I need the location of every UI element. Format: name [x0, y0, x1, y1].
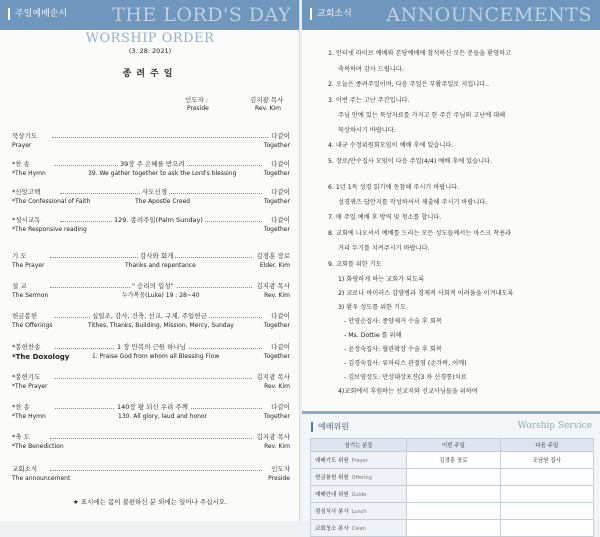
table-row [311, 503, 594, 520]
announcement-line: 8. 교회에 나오셔서 예배를 드리는 모든 성도들께서는 마스크 착용과 [328, 230, 512, 237]
announcement-line: 9. 교회를 위한 기도 [328, 261, 382, 268]
item-right-en: Together [263, 170, 290, 177]
leader-dots [55, 378, 252, 379]
this-week-cell [407, 520, 500, 537]
presider-name-en: Rev. Kim [255, 105, 281, 112]
item-right-en: Together [263, 142, 290, 149]
item-right-en: Preside [268, 475, 290, 482]
item-ko: *신앙고백 [12, 188, 41, 196]
role-ko: 점심식사 봉사 [315, 509, 349, 515]
item-ko: 설 교 [12, 282, 27, 290]
item-right-en: Together [263, 322, 290, 329]
item-center-en: The Apostle Creed [135, 198, 191, 205]
role-en: Guide [351, 492, 367, 498]
role-cell [311, 520, 407, 537]
item-ko: 묵상기도 [12, 132, 38, 140]
presider-label: 인도자 : [185, 96, 209, 104]
worship-service-panel [302, 411, 600, 532]
left-header-tag: 주일예배순서 [8, 8, 67, 20]
item-right: 김지광 목사 [256, 373, 290, 381]
table-row [311, 452, 594, 469]
role-en: Clean [351, 526, 366, 532]
column-header: 섬기는 분들 [311, 439, 407, 452]
item-right: 김경훈 장로 [256, 252, 290, 260]
next-week-cell [500, 520, 593, 537]
announcement-line: 6. 1년 1독 성경 읽기에 동참해 주시기 바랍니다. [328, 184, 460, 191]
left-header-title: THE LORD'S DAY [112, 4, 291, 26]
item-right: 다같이 [271, 403, 290, 411]
item-center-en: Tithes, Thanks, Building, Mission, Mercy, Sunday [88, 322, 234, 329]
item-ko: *찬 송 [12, 160, 30, 168]
service-table [310, 438, 594, 537]
presider-name: 김지광 목사 [250, 96, 284, 104]
role-cell [311, 469, 407, 486]
announcement-line: 성경퀴즈 답안지를 작성하셔서 제출해 주시기 바랍니다. [338, 199, 488, 206]
announcements-page [302, 0, 600, 532]
item-right: 다같이 [271, 343, 290, 351]
item-center-en: 39. We gather together to ask the Lord's blessing [88, 170, 237, 177]
role-en: Prayer [351, 458, 368, 464]
item-en: *The Hymn [12, 170, 46, 177]
presider-role-en: Preside [187, 105, 209, 112]
announcement-line: 3. 이번 주는 고난 주간입니다. [328, 97, 410, 104]
item-center-en: 1. Praise God from whom all Blessing Flow [92, 353, 220, 360]
item-ko: 헌금봉헌 [12, 312, 38, 320]
leader-dots [52, 137, 270, 138]
item-right-en: Elder. Kim [259, 262, 290, 269]
item-center: 129. 종려주일(Palm Sunday) [114, 216, 203, 224]
announcement-line: - 김경숙집사: 류마티스 관절염 (손가락, 어깨) [344, 360, 467, 367]
announcement-line: - 윤정숙집사: 혈관확장 수술 후 회복 [344, 346, 442, 353]
standing-footnote: ★ 표시에는 몸이 불편하신 분 외에는 일어나 주십시오. [72, 498, 228, 506]
next-week-cell [500, 469, 593, 486]
announcement-line: - 김보영성도: 만성대상포진(3 차 신경통)치료 [344, 374, 467, 381]
item-ko: *축 도 [12, 433, 30, 441]
worship-order-page [0, 0, 300, 521]
item-right-en: Together [263, 198, 290, 205]
this-week-cell [407, 469, 500, 486]
table-row [311, 469, 594, 486]
role-ko: 헌금봉헌 위원 [315, 475, 349, 481]
role-en: Lunch [351, 509, 367, 515]
announcement-line: 2. 오늘은 종려주일이며, 다음 주일은 부활주일로 지킵니다.. [328, 81, 490, 88]
announcement-line: 7. 매 주일 예배 후 방역 및 청소를 합니다. [328, 214, 442, 221]
this-week-cell: 김경훈 장로 [407, 452, 500, 469]
item-en: Prayer [12, 142, 32, 149]
item-right: 다같이 [271, 312, 290, 320]
role-cell [311, 452, 407, 469]
item-ko: *성시교독 [12, 216, 41, 224]
item-right: 다같이 [271, 216, 290, 224]
item-right: 김지광 목사 [256, 433, 290, 441]
role-ko: 예배안내 위원 [315, 492, 349, 498]
left-header-bar [0, 0, 299, 30]
column-header: 이번 주일 [407, 439, 500, 452]
column-header: 다음 주일 [500, 439, 593, 452]
item-ko: 교회소식 [12, 465, 38, 473]
announcement-line: 2) 코로나 바이러스 감염병과 경제적 사회적 어려움을 이겨내도록 [338, 290, 514, 297]
item-ko: *봉헌기도 [12, 373, 41, 381]
announcement-line: - 안영순집사: 종양제거 수술 후 회복 [344, 318, 442, 325]
role-cell [311, 486, 407, 503]
service-table-header [311, 439, 594, 452]
item-en: The Sermon [12, 292, 49, 299]
item-right-en: Rev. Kim [264, 443, 290, 450]
item-right-en: Together [263, 226, 290, 233]
item-en: *The Hymn [12, 413, 46, 420]
announcement-line: 묵상하시기 바랍니다. [338, 127, 396, 134]
item-en: *The Responsive reading [12, 226, 87, 233]
item-center: 1 장 만복의 근원 하나님 [117, 343, 186, 351]
item-right-en: Rev. Kim [264, 292, 290, 299]
announcement-line: 거리 두기를 지켜주시기 바랍니다. [338, 245, 430, 252]
item-right: 인도자 [271, 465, 290, 473]
item-right: 다같이 [271, 160, 290, 168]
right-header-tag: 교회소식 [310, 8, 352, 20]
this-week-cell [407, 486, 500, 503]
item-center-en: Thanks and repentance [125, 262, 196, 269]
leader-dots [50, 470, 262, 471]
announcement-line: 1. 인터넷 라이브 예배와 본당예배에 참석하신 모든 분들을 환영하고 [328, 50, 512, 57]
service-panel-title: Worship Service [517, 421, 592, 431]
next-week-cell: 조남원 집사 [500, 452, 593, 469]
role-en: Offering [351, 475, 372, 481]
item-center-en: 130. All glory, laud and honor [118, 413, 208, 420]
next-week-cell [500, 503, 593, 520]
item-center: 140장 왕 되신 우리 주께 [117, 403, 188, 411]
announcement-line: 5. 장로/안수집사 모임이 다음 주일(4/4) 예배 후에 있습니다. [328, 158, 493, 165]
item-en: The Offerings [12, 322, 53, 329]
item-en: *The Doxology [12, 353, 70, 361]
role-ko: 교회청소 봉사 [315, 526, 349, 532]
leader-dots [50, 438, 252, 439]
item-center: 감사와 회개 [140, 252, 174, 260]
announcement-line: 주님 안에 있는 묵상자료를 가지고 한 주간 주님의 고난에 대해 [338, 112, 506, 119]
item-right: 김지광 목사 [256, 282, 290, 290]
item-right-en: Rev. Kim [264, 383, 290, 390]
item-center: 39장 주 은혜를 받으려 [120, 160, 185, 168]
item-center-en: 누가복음(Luke) 19 : 28~40 [122, 292, 200, 299]
item-right-en: Together [263, 353, 290, 360]
item-center: " 승리의 입성" [132, 282, 174, 290]
next-week-cell [500, 486, 593, 503]
item-en: *The Prayer [12, 383, 48, 390]
item-en: The Prayer [12, 262, 45, 269]
service-date: (3. 28. 2021) [128, 47, 172, 55]
item-center: 사도신경 [142, 188, 168, 196]
announcement-line: - Ms. Dottie 를 위해 [344, 332, 402, 339]
item-ko: *찬 송 [12, 403, 30, 411]
announcement-line: 4. 내규 수정위원회모임이 예배 후에 있습니다. [328, 142, 454, 149]
worship-order-subtitle: WORSHIP ORDER [85, 31, 215, 46]
this-week-cell [407, 503, 500, 520]
announcement-line: 1) 화평하게 하는 교회가 되도록 [338, 276, 424, 283]
announcement-line: 4)교회에서 후원하는 선교지와 선교사님들을 위하여 [338, 388, 478, 395]
item-right-en: Together [263, 413, 290, 420]
announcement-line: 축복하며 감사 드립니다. [338, 66, 404, 73]
item-ko: 기 도 [12, 252, 27, 260]
right-header-bar [302, 0, 600, 30]
right-header-title: ANNOUNCEMENTS [386, 4, 592, 26]
item-center: 십일조, 감사, 건축, 선교, 구제, 주일헌금 [92, 312, 207, 320]
item-right: 다같이 [271, 188, 290, 196]
service-panel-tag: 예배위원 [311, 422, 349, 432]
item-en: The announcement [12, 475, 71, 482]
page-title: 종려주일 [122, 69, 178, 79]
table-row [311, 486, 594, 503]
item-en: *The Benediction [12, 443, 64, 450]
item-right: 다같이 [271, 132, 290, 140]
role-cell [311, 503, 407, 520]
table-row [311, 520, 594, 537]
announcement-line: 3) 환우 성도를 위한 기도 [338, 304, 407, 311]
item-ko: *봉헌찬송 [12, 343, 41, 351]
item-en: *The Confessional of Faith [12, 198, 91, 205]
role-ko: 예배기도 위원 [315, 458, 349, 464]
